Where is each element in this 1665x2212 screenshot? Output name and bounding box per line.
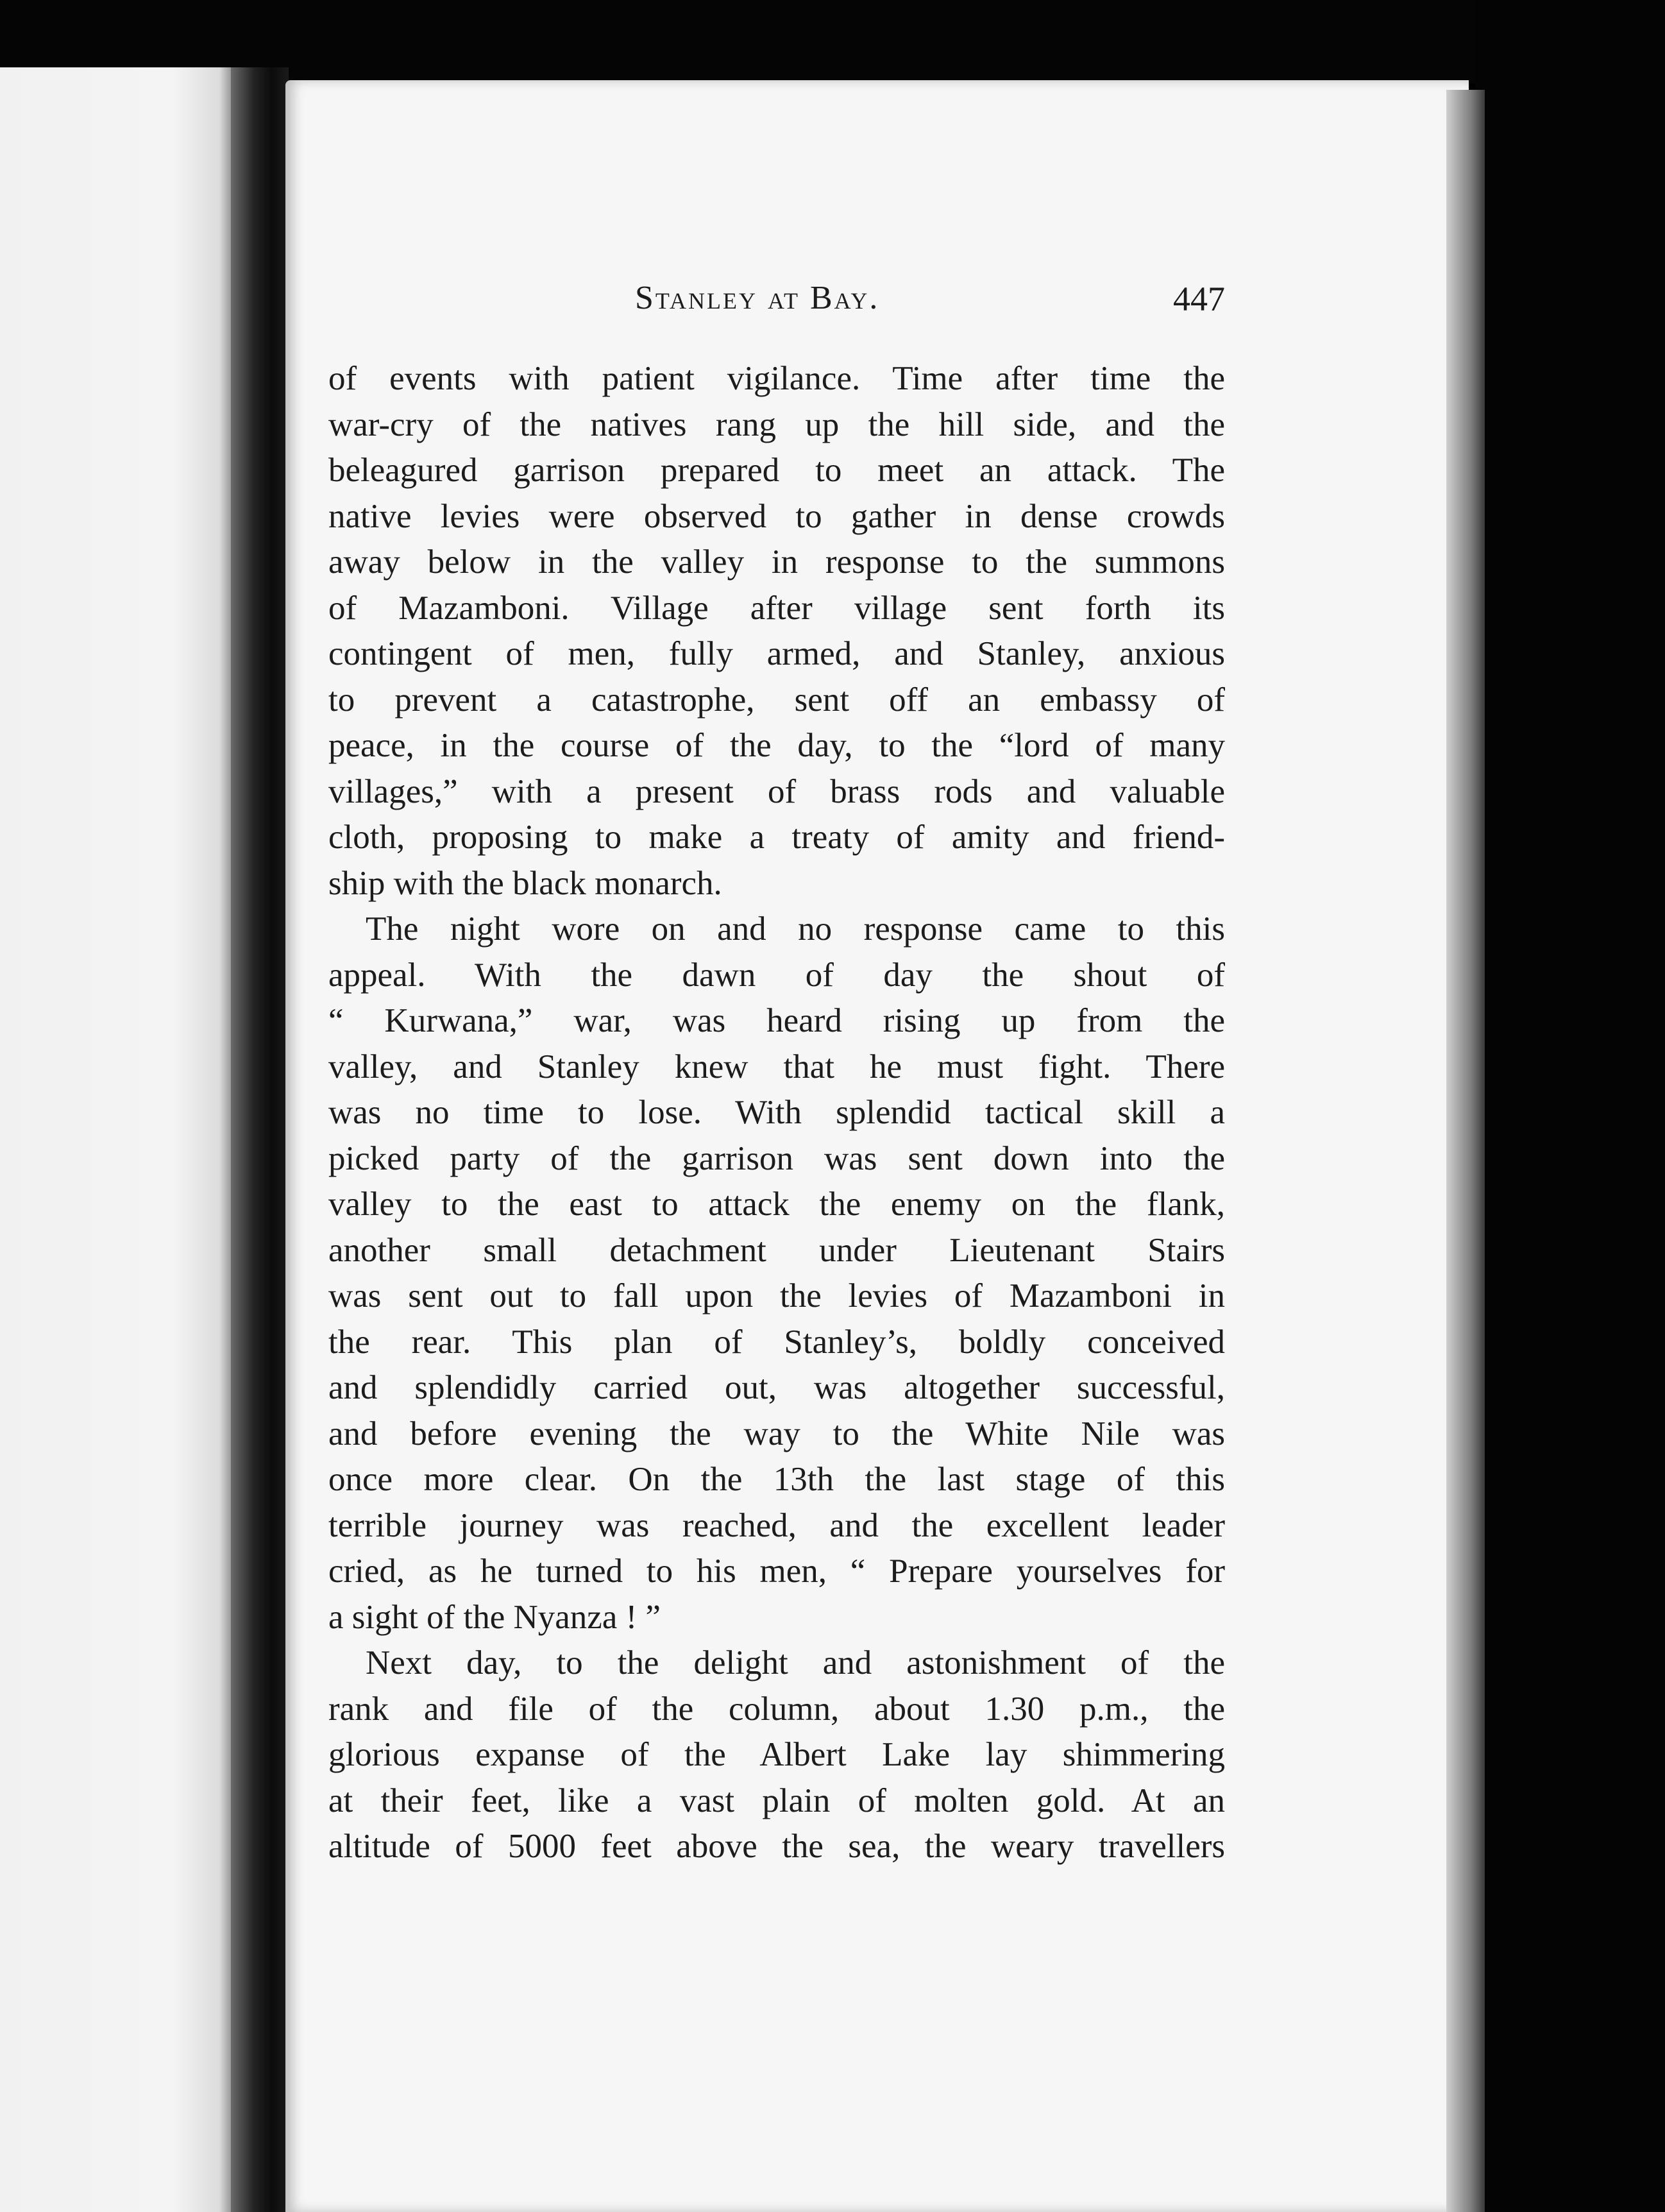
text-line: rank and file of the column, about 1.30 p.m., the [328, 1690, 1225, 1728]
text-line: native levies were observed to gather in dense crowds [328, 497, 1225, 535]
left-line [0, 350, 231, 396]
left-line [0, 1542, 231, 1588]
text-line: glorious expanse of the Albert Lake lay shimmering [328, 1736, 1225, 1773]
left-page-text [0, 350, 231, 1864]
left-line [0, 1726, 231, 1772]
book-gutter [231, 67, 289, 2212]
text-line: another small detachment under Lieutenant Stairs [328, 1231, 1225, 1269]
text-line: and splendidly carried out, was altogether successful, [328, 1369, 1225, 1406]
text-line: war-cry of the natives rang up the hill side, and the [328, 405, 1225, 443]
text-line: valley to the east to attack the enemy on the flank, [328, 1186, 1225, 1223]
text-line: to prevent a catastrophe, sent off an embassy of [328, 681, 1225, 719]
text-line: picked party of the garrison was sent down into the [328, 1139, 1225, 1177]
text-line: a sight of the Nyanza ! ” [328, 1598, 661, 1636]
left-line [0, 1313, 231, 1359]
text-line: once more clear. On the 13th the last stage of this [328, 1461, 1225, 1498]
left-line [0, 1817, 231, 1864]
text-line: beleagured garrison prepared to meet an attack. The [328, 452, 1225, 489]
left-line [0, 441, 231, 488]
text-line: cloth, proposing to make a treaty of amity and friend- [328, 819, 1225, 856]
text-line: villages,” with a present of brass rods and valuable [328, 772, 1225, 810]
text-line: of Mazamboni. Village after village sent forth its [328, 589, 1225, 627]
text-line: valley, and Stanley knew that he must fight. There [328, 1048, 1225, 1085]
text-line: “ Kurwana,” war, was heard rising up from the [328, 1002, 1225, 1039]
left-line [0, 488, 231, 534]
left-line [0, 1772, 231, 1818]
text-line: of events with patient vigilance. Time after time the [328, 360, 1225, 397]
text-line: altitude of 5000 feet above the sea, the weary travellers [328, 1828, 1225, 1865]
scan-background-right [1475, 0, 1665, 2212]
left-line [0, 1130, 231, 1176]
text-line: was sent out to fall upon the levies of Mazamboni in [328, 1277, 1225, 1314]
left-line [0, 1588, 231, 1635]
text-line: ship with the black monarch. [328, 864, 722, 902]
left-line [0, 900, 231, 946]
page-number: 447 [1173, 280, 1225, 318]
left-line [0, 625, 231, 671]
left-line [0, 717, 231, 763]
text-line: was no time to lose. With splendid tactical skill a [328, 1094, 1225, 1131]
left-line [0, 1175, 231, 1221]
left-line [0, 1221, 231, 1268]
left-line [0, 992, 231, 1038]
text-line: at their feet, like a vast plain of molten gold. At an [328, 1782, 1225, 1819]
left-line [0, 533, 231, 579]
running-head-title: Stanley at Bay. [635, 280, 880, 316]
left-line [0, 946, 231, 992]
left-line [0, 1497, 231, 1543]
left-line [0, 763, 231, 809]
left-line [0, 1451, 231, 1497]
left-line [0, 808, 231, 855]
text-line: the rear. This plan of Stanley’s, boldly conceived [328, 1323, 1225, 1361]
text-line: and before evening the way to the White Nile was [328, 1415, 1225, 1452]
running-head [327, 273, 1225, 330]
text-line: terrible journey was reached, and the excellent leader [328, 1506, 1225, 1544]
left-line [0, 1634, 231, 1680]
text-line: contingent of men, fully armed, and Stanley, anxious [328, 635, 1225, 672]
left-line [0, 671, 231, 717]
text-line: away below in the valley in response to the summons [328, 543, 1225, 581]
text-line: peace, in the course of the day, to the “lord of many [328, 727, 1225, 764]
left-page [0, 67, 231, 2212]
page-edge [1446, 90, 1485, 2212]
left-line [0, 396, 231, 442]
left-line [0, 1267, 231, 1313]
left-line [0, 1084, 231, 1130]
text-line: Next day, to the delight and astonishment of the [366, 1644, 1225, 1681]
left-line [0, 1359, 231, 1405]
left-line [0, 1680, 231, 1726]
left-line [0, 579, 231, 625]
left-line [0, 1038, 231, 1084]
body-text [328, 356, 1225, 1870]
text-line: The night wore on and no response came to this [366, 910, 1225, 948]
text-line: appeal. With the dawn of day the shout of [328, 956, 1225, 994]
left-line [0, 1405, 231, 1451]
text-line: cried, as he turned to his men, “ Prepare yourselves for [328, 1553, 1225, 1590]
left-line [0, 855, 231, 901]
